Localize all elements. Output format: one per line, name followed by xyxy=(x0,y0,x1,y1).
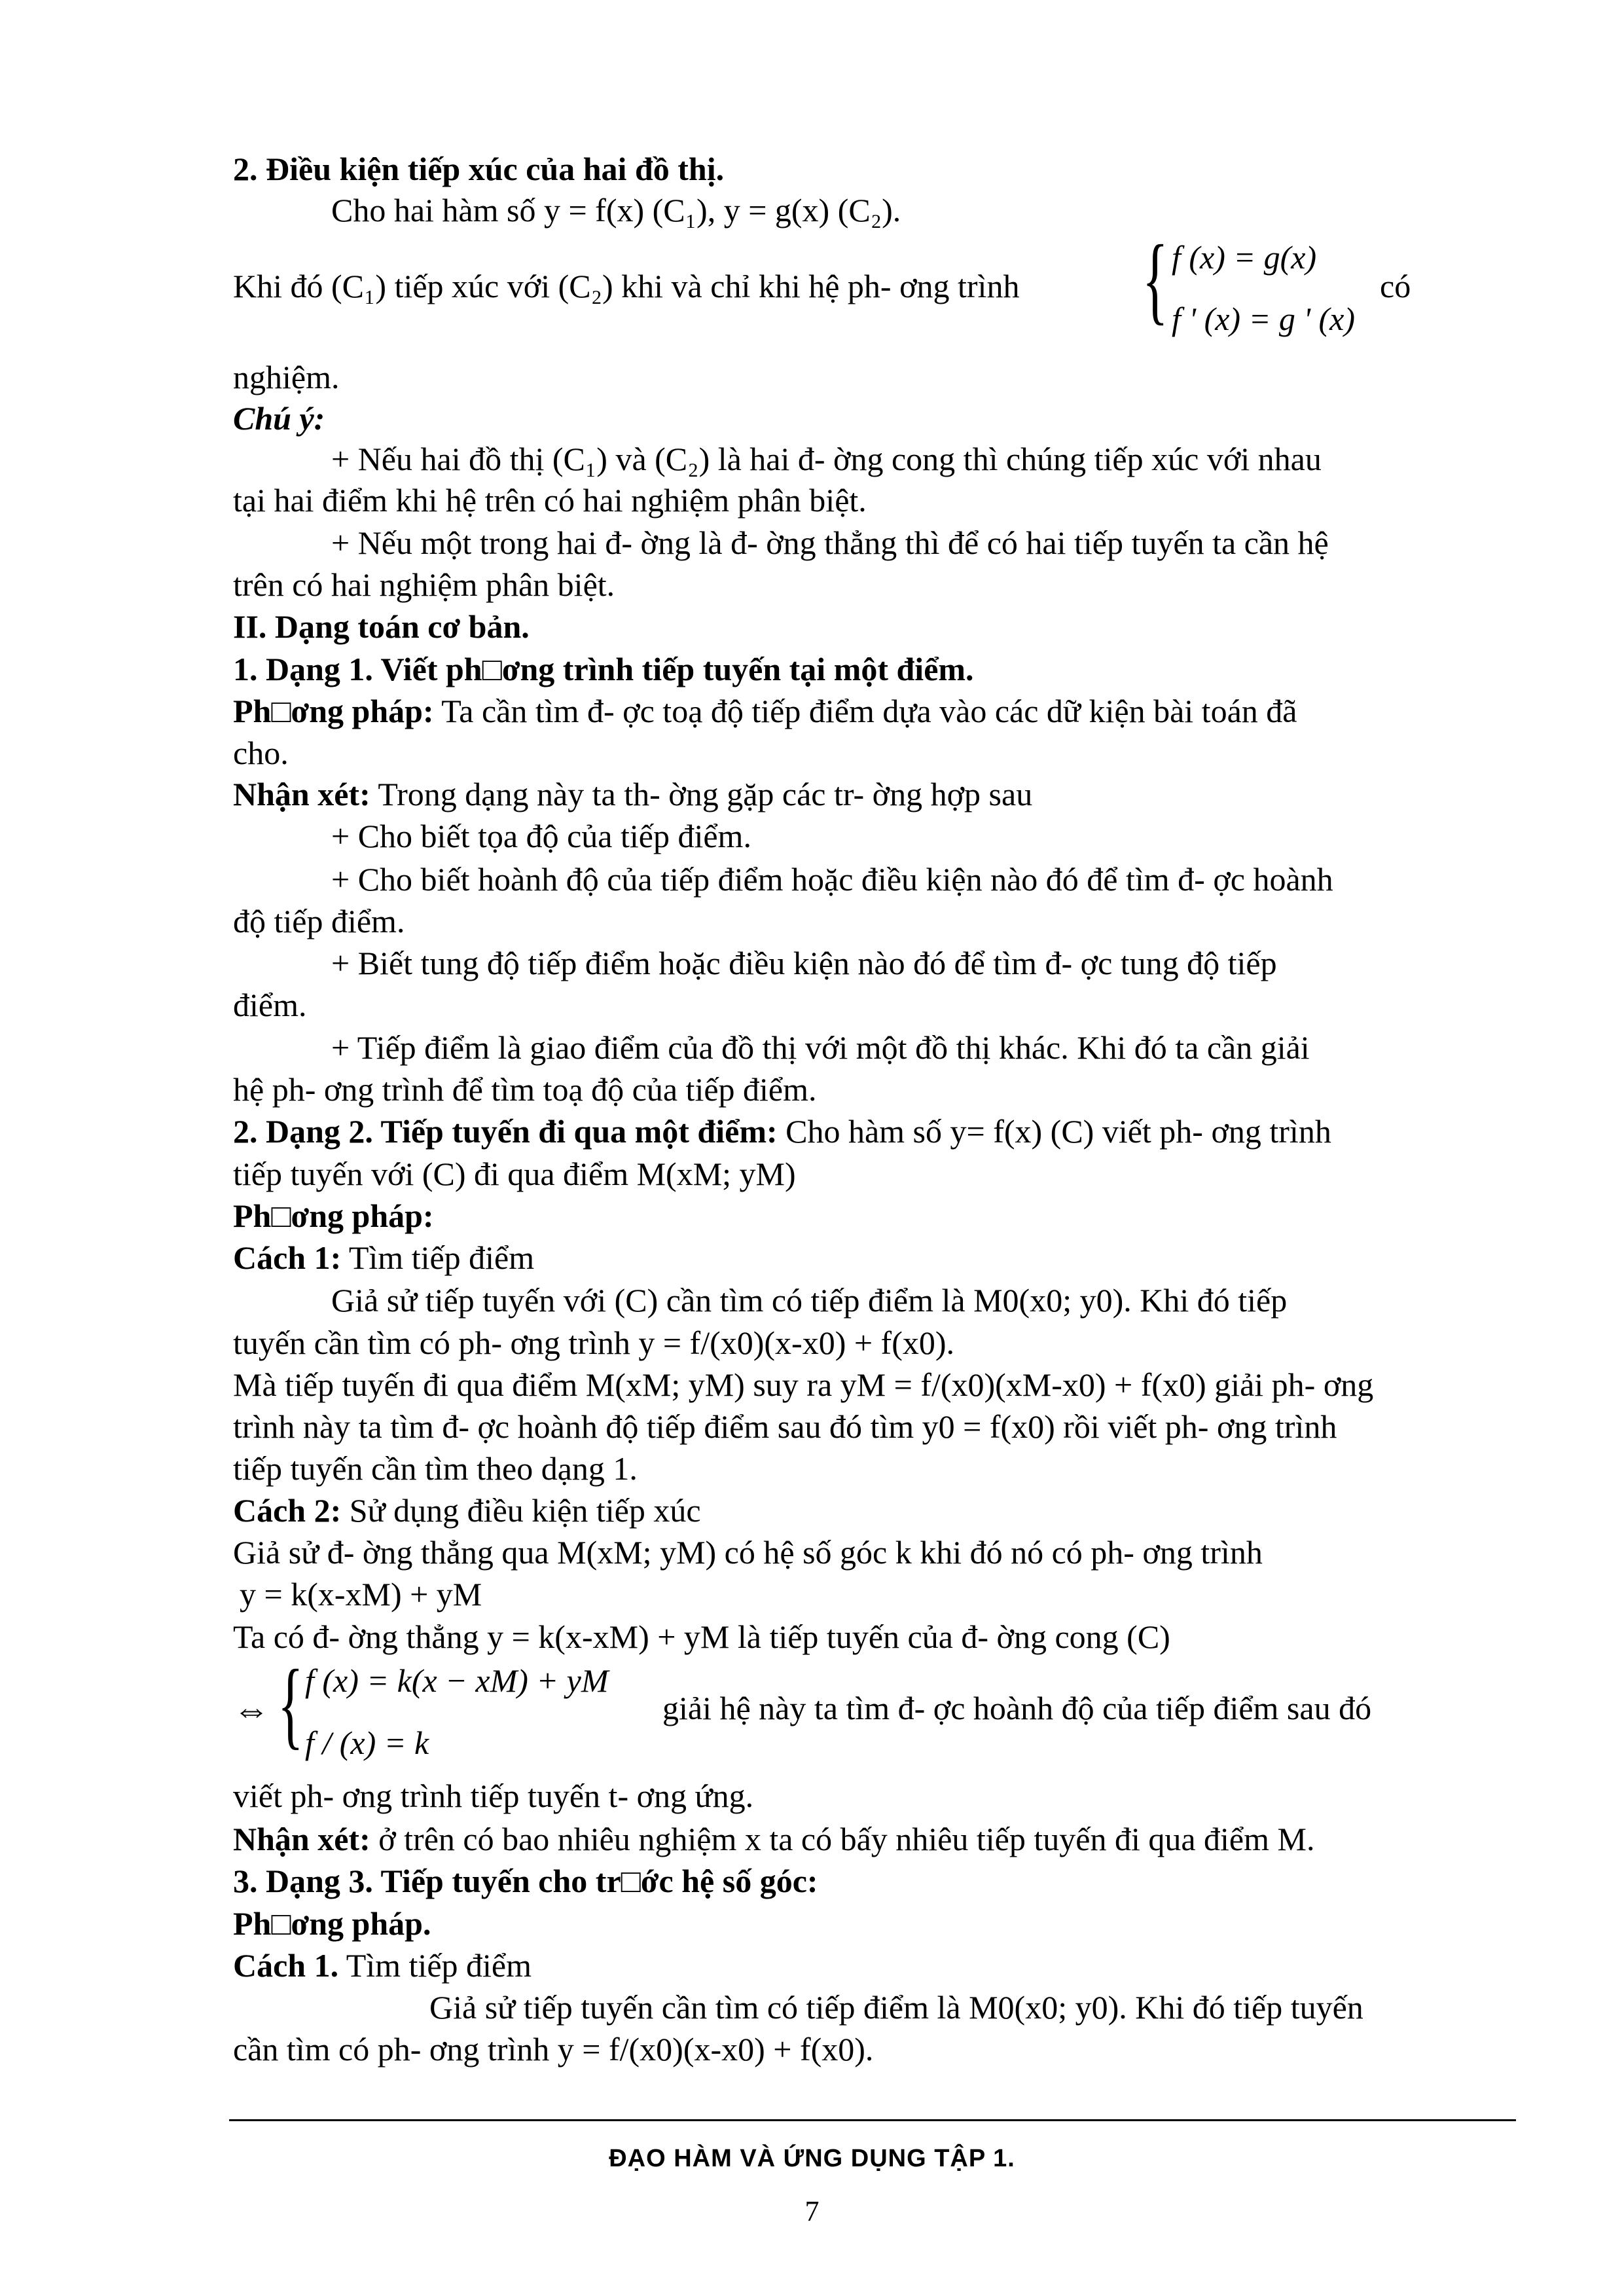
way-text: Tìm tiếp điểm xyxy=(338,1947,532,1984)
paragraph-line: + Nếu hai đồ thị (C₁) và (C₂) là hai đ- ờng cong thì chúng tiếp xúc với nhau xyxy=(331,441,1322,477)
paragraph-line xyxy=(233,1494,701,1527)
paragraph-line: Cho hai hàm số y = f(x) (C₁), y = g(x) (C₂). xyxy=(331,192,901,228)
list-item: + Tiếp điểm là giao điểm của đồ thị với một đồ thị khác. Khi đó ta cần giải xyxy=(331,1029,1310,1066)
method-label: Ph□ơng pháp. xyxy=(233,1905,431,1942)
paragraph-line: Giả sử tiếp tuyến cần tìm có tiếp điểm là M0(x0; y0). Khi đó tiếp tuyến xyxy=(429,1989,1363,2026)
equation-line: f ' (x) = g ' (x) xyxy=(1172,301,1356,337)
heading-text: Cho hàm số y= f(x) (C) viết ph- ơng trình xyxy=(777,1113,1331,1150)
paragraph-line: + Nếu một trong hai đ- ờng là đ- ờng thẳng thì để có hai tiếp tuyến ta cần hệ xyxy=(331,524,1329,561)
method-label: Ph□ơng pháp: xyxy=(233,693,434,729)
paragraph-line: điểm. xyxy=(233,987,307,1023)
system-brace: { xyxy=(278,1650,304,1758)
note-label: Chú ý: xyxy=(233,400,325,437)
list-item: + Biết tung độ tiếp điểm hoặc điều kiện nào đó để tìm đ- ợc tung độ tiếp xyxy=(331,945,1277,981)
paragraph-line xyxy=(233,1241,534,1274)
paragraph-line: giải hệ này ta tìm đ- ợc hoành độ của tiếp điểm sau đó xyxy=(662,1690,1372,1726)
paragraph-line: nghiệm. xyxy=(233,359,340,395)
remark-label: Nhận xét: xyxy=(233,776,370,812)
paragraph-line: tiếp tuyến với (C) đi qua điểm M(xM; yM) xyxy=(233,1156,796,1192)
paragraph-line: có xyxy=(1380,268,1411,304)
remark-text: ở trên có bao nhiêu nghiệm x ta có bấy nhiêu tiếp tuyến đi qua điểm M. xyxy=(370,1821,1315,1857)
list-item: + Cho biết tọa độ của tiếp điểm. xyxy=(331,818,751,854)
paragraph-line: tiếp tuyến cần tìm theo dạng 1. xyxy=(233,1450,638,1487)
paragraph-line: viết ph- ơng trình tiếp tuyến t- ơng ứng. xyxy=(233,1777,754,1814)
equation-line: f / (x) = k xyxy=(305,1724,429,1761)
paragraph-line: tại hai điểm khi hệ trên có hai nghiệm phân biệt. xyxy=(233,482,867,519)
section-heading: II. Dạng toán cơ bản. xyxy=(233,608,530,645)
paragraph-line: Giả sử tiếp tuyến với (C) cần tìm có tiếp điểm là M0(x0; y0). Khi đó tiếp xyxy=(331,1282,1288,1319)
way-text: Tìm tiếp điểm xyxy=(341,1239,535,1276)
page-number: 7 xyxy=(804,2195,820,2227)
system-brace: { xyxy=(1142,225,1168,334)
paragraph-line xyxy=(233,695,1297,727)
paragraph-line: độ tiếp điểm. xyxy=(233,903,405,939)
paragraph-line xyxy=(233,778,1032,811)
paragraph-line: hệ ph- ơng trình để tìm toạ độ của tiếp điểm. xyxy=(233,1071,817,1108)
paragraph-line: Khi đó (C₁) tiếp xúc với (C₂) khi và chỉ khi hệ ph- ơng trình xyxy=(233,268,1020,304)
equation-line: f (x) = g(x) xyxy=(1172,239,1317,276)
paragraph-line: y = k(x-xM) + yM xyxy=(240,1576,482,1613)
paragraph-line: trình này ta tìm đ- ợc hoành độ tiếp điểm sau đó tìm y0 = f(x0) rồi viết ph- ơng trình xyxy=(233,1408,1337,1445)
section-heading: 2. Điều kiện tiếp xúc của hai đồ thị. xyxy=(233,151,725,187)
paragraph-line: Mà tiếp tuyến đi qua điểm M(xM; yM) suy ra yM = f/(x0)(xM-x0) + f(x0) giải ph- ơng xyxy=(233,1366,1374,1403)
paragraph-line xyxy=(233,1949,532,1982)
paragraph-line: Giả sử đ- ờng thẳng qua M(xM; yM) có hệ số góc k khi đó nó có ph- ơng trình xyxy=(233,1534,1263,1571)
paragraph-line xyxy=(233,1823,1314,1855)
remark-label: Nhận xét: xyxy=(233,1821,370,1857)
footer-title: ĐẠO HÀM VÀ ỨNG DỤNG TẬP 1. xyxy=(609,2145,1015,2172)
subsection-heading: 1. Dạng 1. Viết ph□ơng trình tiếp tuyến tại một điểm. xyxy=(233,651,974,687)
list-item: + Cho biết hoành độ của tiếp điểm hoặc điều kiện nào đó để tìm đ- ợc hoành xyxy=(331,861,1333,898)
method-label: Ph□ơng pháp: xyxy=(233,1197,434,1234)
equivalence-symbol: ⇔ xyxy=(233,1690,270,1730)
remark-text: Trong dạng này ta th- ờng gặp các tr- ờng hợp sau xyxy=(370,776,1033,812)
way-label: Cách 1: xyxy=(233,1239,342,1276)
method-text: Ta cần tìm đ- ợc toạ độ tiếp điểm dựa vào các dữ kiện bài toán đã xyxy=(433,693,1297,729)
way-text: Sử dụng điều kiện tiếp xúc xyxy=(341,1492,701,1529)
equation-line: f (x) = k(x − xM) + yM xyxy=(305,1662,609,1699)
paragraph-line: cần tìm có ph- ơng trình y = f/(x0)(x-x0) + f(x0). xyxy=(233,2031,874,2068)
way-label: Cách 2: xyxy=(233,1492,342,1529)
paragraph-line xyxy=(233,1115,1331,1148)
footer-divider xyxy=(229,2119,1516,2121)
subsection-heading: 3. Dạng 3. Tiếp tuyến cho tr□ớc hệ số góc: xyxy=(233,1863,818,1899)
paragraph-line: cho. xyxy=(233,735,289,771)
paragraph-line: tuyến cần tìm có ph- ơng trình y = f/(x0)(x-x0) + f(x0). xyxy=(233,1324,955,1361)
paragraph-line: Ta có đ- ờng thẳng y = k(x-xM) + yM là tiếp tuyến của đ- ờng cong (C) xyxy=(233,1618,1170,1655)
way-label: Cách 1. xyxy=(233,1947,339,1984)
subsection-heading: 2. Dạng 2. Tiếp tuyến đi qua một điểm: xyxy=(233,1113,778,1150)
paragraph-line: trên có hai nghiệm phân biệt. xyxy=(233,566,615,603)
